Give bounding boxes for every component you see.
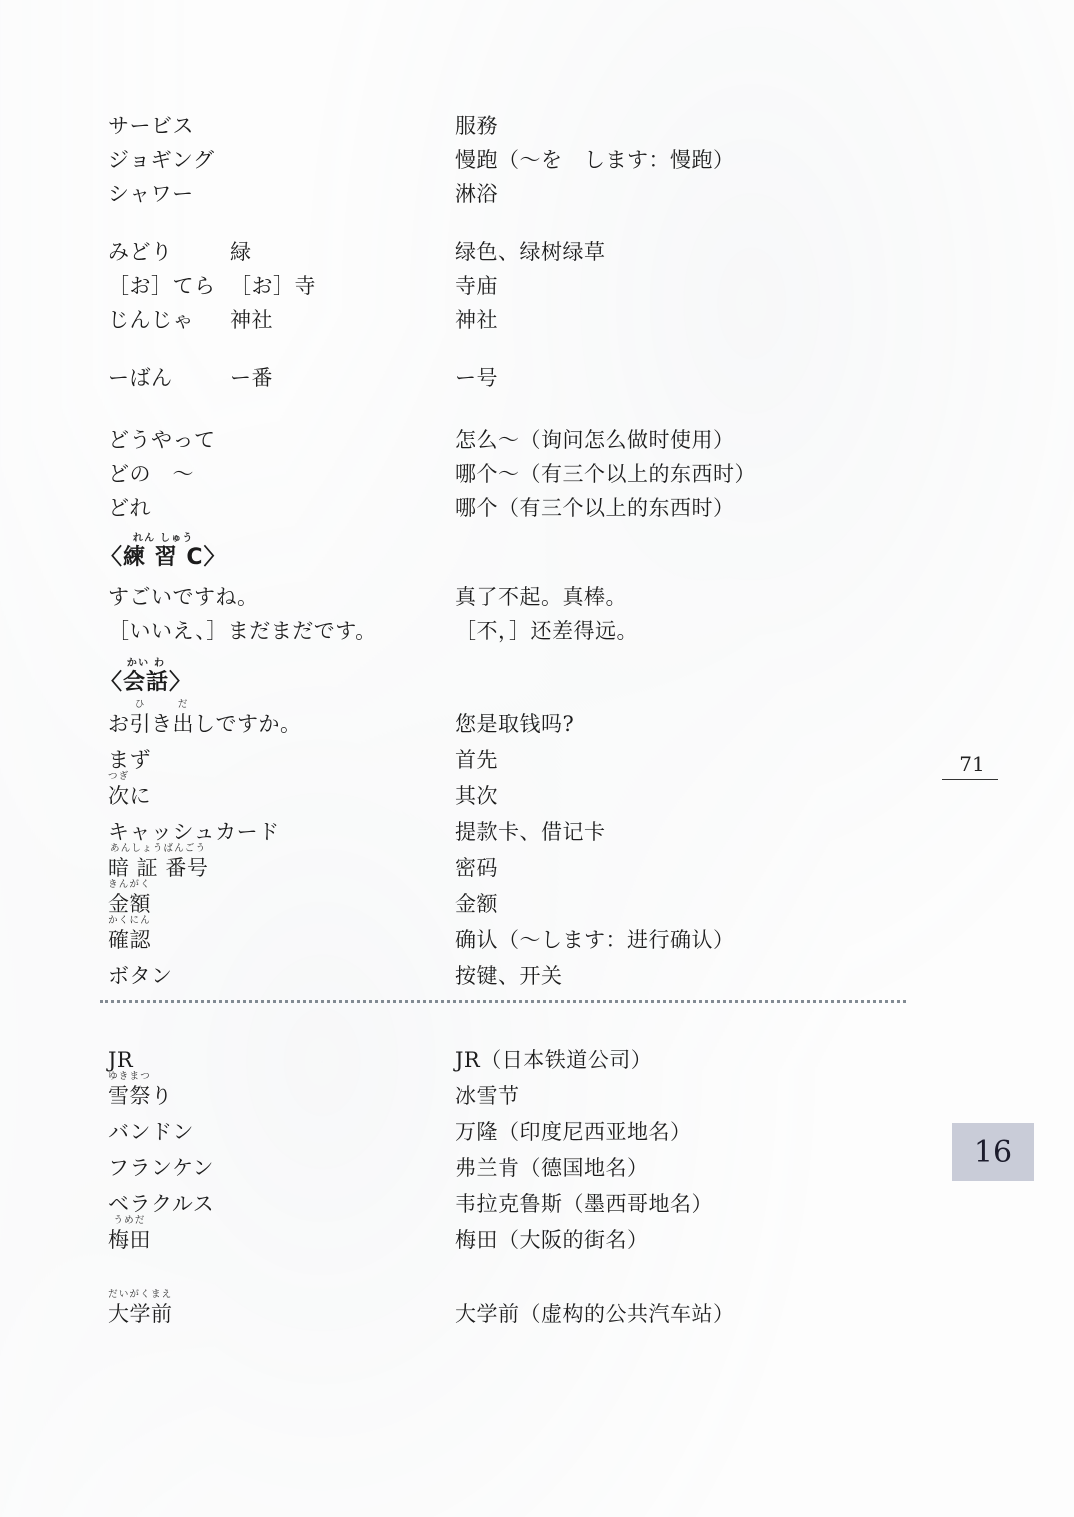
vocab-translation: 怎么〜（询问怎么做时使用） (455, 427, 735, 452)
vocab-kana: ［お］てら (108, 273, 216, 298)
heading-bracket-close: 〉 (203, 545, 227, 570)
ruby-base: 暗 証 番号 (108, 856, 209, 881)
ruby-base: 金額 (108, 892, 151, 917)
proper-noun-translation: 韦拉克鲁斯（墨西哥地名） (455, 1191, 713, 1216)
renshu-row (0, 611, 1074, 645)
proper-noun-translation: JR（日本铁道公司） (455, 1047, 653, 1072)
kaiwa-japanese (0, 879, 455, 918)
vocab-row (0, 454, 1074, 488)
kaiwa-text-plain: き (151, 712, 173, 737)
heading-bracket-close: 〉 (169, 670, 193, 695)
chapter-number: 16 (973, 1134, 1013, 1170)
kaiwa-row (0, 915, 1074, 954)
vocab-row (0, 106, 1074, 140)
proper-noun-japanese: ベラクルス (108, 1191, 215, 1216)
vocab-row (0, 420, 1074, 454)
page-number (942, 752, 1002, 780)
kaiwa-japanese (0, 699, 455, 738)
renshu-c-section (0, 533, 1074, 645)
furigana: だいがくまえ (108, 1288, 173, 1300)
proper-noun-translation: 梅田（大阪的街名） (455, 1227, 649, 1252)
ruby-base: 大学前 (108, 1301, 173, 1326)
furigana: だ (177, 699, 189, 711)
renshu-row (0, 577, 1074, 611)
ruby-group: だ 出 (172, 699, 194, 737)
kaiwa-translation: 首先 (455, 748, 498, 773)
kaiwa-translation: 金额 (455, 892, 498, 917)
heading-base: 会話 (123, 670, 170, 695)
section-heading-kaiwa (0, 658, 1074, 696)
proper-noun-japanese: フランケン (108, 1155, 215, 1180)
proper-nouns-section (0, 1038, 1074, 1328)
page-number-rule (942, 779, 998, 780)
vocab-row (0, 358, 1074, 392)
heading-bracket-open: 〈 (100, 545, 124, 570)
kaiwa-translation: 其次 (455, 784, 498, 809)
page-number-value: 71 (959, 752, 985, 776)
kaiwa-text-plain: お (108, 712, 130, 737)
proper-noun-translation: 弗兰肯（德国地名） (455, 1155, 649, 1180)
kaiwa-japanese: キャッシュカード (108, 820, 280, 845)
proper-noun-translation: 冰雪节 (455, 1083, 520, 1108)
kaiwa-row (0, 954, 1074, 990)
ruby-group: ひ 引 (129, 699, 151, 737)
kaiwa-japanese (0, 915, 455, 954)
furigana: かくにん (108, 915, 151, 927)
vocab-translation: 寺庙 (455, 273, 498, 298)
proper-noun-row (0, 1070, 1074, 1110)
kaiwa-translation: 确认（〜します：进行确认） (455, 928, 735, 953)
vocab-kana: ーばん (108, 365, 173, 390)
proper-noun-japanese: バンドン (108, 1119, 194, 1144)
proper-noun-japanese (0, 1288, 455, 1328)
ruby-group (108, 1288, 173, 1327)
heading-bracket-open: 〈 (100, 670, 124, 695)
kaiwa-japanese (0, 843, 455, 882)
kaiwa-row (0, 771, 1074, 810)
vocab-kanji: 緑 (230, 239, 252, 264)
vocabulary-block-4 (0, 420, 1074, 522)
vocab-kanji: 神社 (230, 307, 273, 332)
renshu-translation: ［不，］还差得远。 (455, 619, 638, 644)
vocab-translation: 绿色、绿树绿草 (455, 239, 606, 264)
ruby-group: ゆきまつ 雪祭 (108, 1070, 151, 1108)
vocabulary-block-1 (0, 106, 1074, 208)
furigana: きんがく (108, 879, 151, 891)
vocab-kanji: ー番 (230, 365, 273, 390)
section-divider (100, 1000, 906, 1003)
heading-ruby-group (123, 658, 170, 696)
vocab-row (0, 232, 1074, 266)
kaiwa-row (0, 879, 1074, 918)
furigana: うめだ (113, 1214, 146, 1226)
ruby-group (108, 1214, 151, 1253)
vocab-row (0, 488, 1074, 522)
furigana: ひ (134, 699, 146, 711)
vocab-translation: 慢跑（〜を します：慢跑） (455, 147, 735, 172)
kaiwa-translation: 提款卡、借记卡 (455, 820, 606, 845)
vocabulary-block-3 (0, 358, 1074, 392)
proper-noun-row (0, 1182, 1074, 1218)
ruby-base: 梅田 (108, 1227, 151, 1252)
vocab-kana: じんじゃ (108, 307, 194, 332)
kaiwa-japanese: ボタン (108, 964, 173, 989)
vocab-kana: ジョギング (108, 147, 215, 172)
proper-noun-japanese (0, 1070, 455, 1110)
kaiwa-japanese: まず (108, 748, 151, 773)
section-heading-renshu-c (0, 533, 1074, 571)
vocab-kana: シャワー (108, 181, 194, 206)
vocab-kana: みどり (108, 239, 173, 264)
proper-noun-translation: 万隆（印度尼西亚地名） (455, 1119, 692, 1144)
vocab-translation: 神社 (455, 307, 498, 332)
kaiwa-translation: 按键、开关 (455, 964, 563, 989)
vocab-row (0, 300, 1074, 334)
proper-noun-text-plain: り (151, 1083, 173, 1108)
vocab-kana: どの 〜 (108, 461, 194, 486)
vocab-kanji: ［お］寺 (230, 273, 316, 298)
proper-noun-row (0, 1288, 1074, 1328)
heading-ruby-group (123, 533, 204, 571)
kaiwa-row (0, 810, 1074, 846)
vocabulary-block-2 (0, 232, 1074, 334)
ruby-base: 確認 (108, 928, 151, 953)
row-spacer (0, 1254, 1074, 1292)
renshu-translation: 真了不起。真棒。 (455, 585, 627, 610)
furigana: つぎ (108, 771, 130, 783)
heading-base: 練 習 C (123, 545, 204, 570)
proper-noun-row (0, 1038, 1074, 1074)
kaiwa-text-plain: しですか。 (194, 712, 302, 737)
vocab-translation: 哪个〜（有三个以上的东西时） (455, 461, 756, 486)
kaiwa-row (0, 699, 1074, 738)
kaiwa-japanese (0, 771, 455, 810)
heading-furigana: れん しゅう (132, 533, 194, 544)
vocab-translation: 服務 (455, 113, 498, 138)
kaiwa-row (0, 738, 1074, 774)
kaiwa-text-plain: に (129, 784, 151, 809)
proper-noun-translation: 大学前（虚构的公共汽车站） (455, 1301, 735, 1326)
proper-noun-row (0, 1146, 1074, 1182)
vocab-translation: 哪个（有三个以上的东西时） (455, 495, 735, 520)
vocab-translation: ー号 (455, 365, 498, 390)
kaiwa-row (0, 843, 1074, 882)
furigana: あんしょうばんごう (110, 843, 207, 855)
proper-noun-row (0, 1214, 1074, 1254)
proper-noun-japanese: JR (108, 1047, 134, 1072)
ruby-group (108, 879, 151, 917)
vocab-row (0, 140, 1074, 174)
kaiwa-translation: 您是取钱吗? (455, 712, 575, 737)
vocab-kana: どうやって (108, 427, 216, 452)
chapter-tab (952, 1123, 1034, 1181)
vocab-row (0, 266, 1074, 300)
renshu-japanese: すごいですね。 (108, 585, 259, 610)
proper-noun-row (0, 1110, 1074, 1146)
kaiwa-section (0, 658, 1074, 990)
ruby-group (108, 843, 209, 881)
renshu-japanese: ［いいえ、］まだまだです。 (108, 619, 377, 644)
proper-noun-japanese (0, 1214, 455, 1254)
vocab-kana: サービス (108, 113, 194, 138)
vocab-row (0, 174, 1074, 208)
heading-furigana: かい わ (126, 658, 166, 669)
vocab-translation: 淋浴 (455, 181, 498, 206)
ruby-group: つぎ 次 (108, 771, 130, 809)
ruby-group (108, 915, 151, 953)
vocab-kana: どれ (108, 495, 151, 520)
kaiwa-translation: 密码 (455, 856, 498, 881)
furigana: ゆきまつ (108, 1070, 151, 1082)
